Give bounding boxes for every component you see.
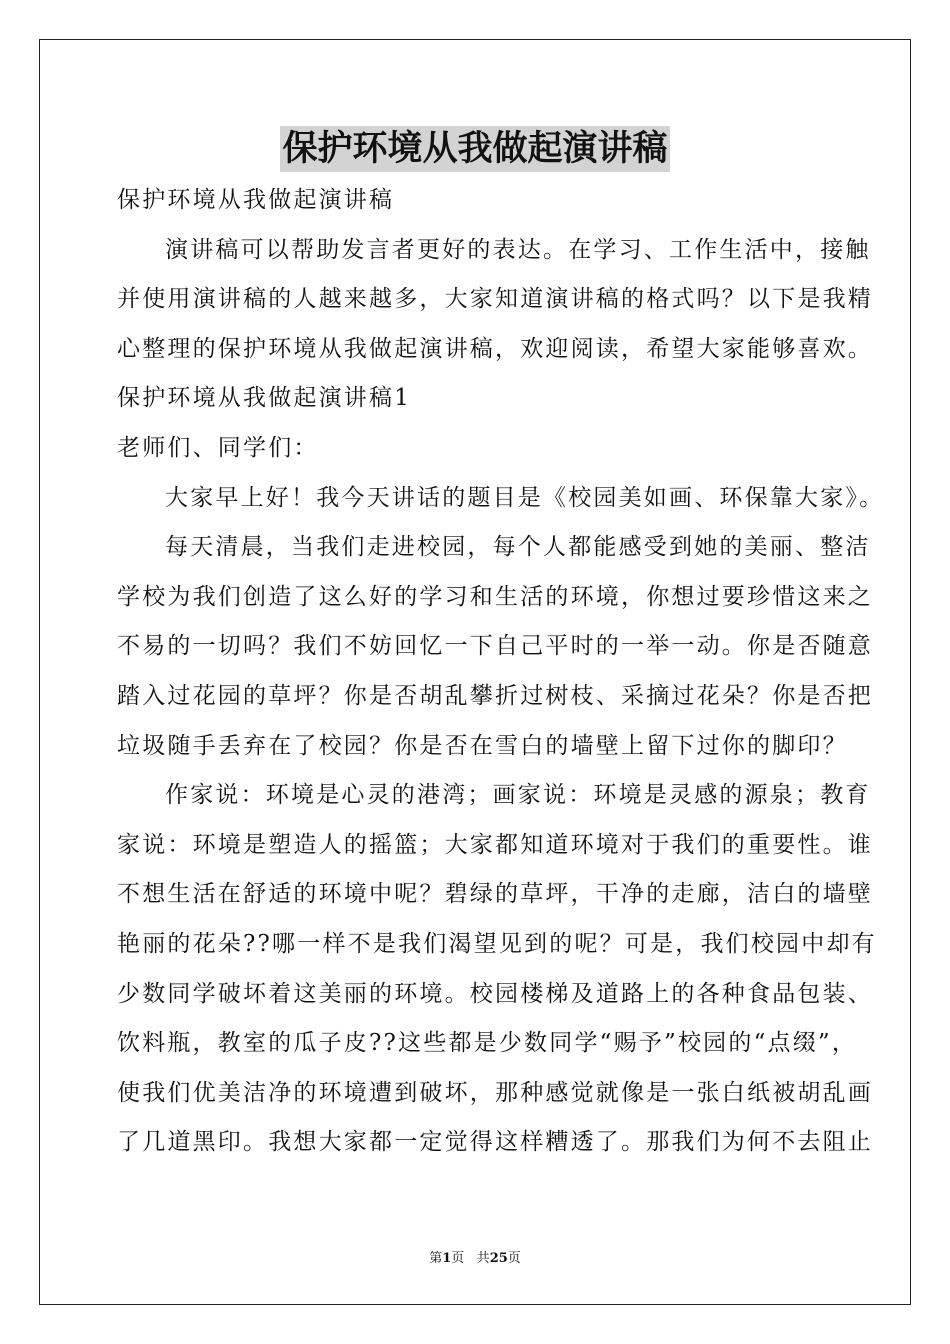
text-line: 饮料瓶，教室的瓜子皮??这些都是少数同学“赐予”校园的“点缀”，: [117, 1030, 858, 1057]
text-line: 保护环境从我做起演讲稿1: [117, 385, 412, 412]
document-body: [117, 178, 885, 1170]
text-line: 使我们优美洁净的环境遭到破坏，那种感觉就像是一张白纸被胡乱画: [117, 1079, 873, 1106]
text-line: 并使用演讲稿的人越来越多，大家知道演讲稿的格式吗？以下是我精: [117, 286, 873, 313]
text-line: 垃圾随手丢弃在了校园？你是否在雪白的墙壁上留下过你的脚印？: [117, 732, 848, 759]
text-line: 演讲稿可以帮助发言者更好的表达。在学习、工作生活中，接触: [165, 236, 871, 263]
text-line: 作家说：环境是心灵的港湾；画家说：环境是灵感的源泉；教育: [165, 782, 871, 809]
text-line: 学校为我们创造了这么好的学习和生活的环境，你想过要珍惜这来之: [117, 583, 873, 610]
document-title: 保护环境从我做起演讲稿: [280, 126, 669, 172]
text-line: 少数同学破坏着这美丽的环境。校园楼梯及道路上的各种食品包装、: [117, 980, 873, 1007]
footer-total-prefix: 共: [476, 1251, 490, 1266]
text-line: 大家早上好！我今天讲话的题目是《校园美如画、环保靠大家》。: [165, 484, 885, 511]
text-line: 了几道黑印。我想大家都一定觉得这样糟透了。那我们为何不去阻止: [117, 1129, 873, 1156]
text-line: 艳丽的花朵??哪一样不是我们渴望见到的呢？可是，我们校园中却有: [117, 930, 877, 957]
footer-page-suffix: 页: [451, 1251, 465, 1266]
footer-total-suffix: 页: [507, 1251, 521, 1266]
footer-total-pages: 25: [489, 1251, 508, 1266]
text-line: 心整理的保护环境从我做起演讲稿，欢迎阅读，希望大家能够喜欢。: [117, 335, 873, 362]
text-line: 不易的一切吗？我们不妨回忆一下自己平时的一举一动。你是否随意: [117, 633, 873, 660]
text-line: 保护环境从我做起演讲稿: [117, 187, 395, 213]
text-line: 不想生活在舒适的环境中呢？碧绿的草坪，干净的走廊，洁白的墙壁: [117, 881, 873, 908]
page-footer: [0, 1247, 950, 1266]
footer-page-prefix: 第: [429, 1251, 443, 1266]
text-line: 踏入过花园的草坪？你是否胡乱攀折过树枝、采摘过花朵？你是否把: [117, 682, 873, 709]
title-area: [0, 126, 950, 172]
footer-page-number: 1: [442, 1251, 452, 1266]
text-line: 家说：环境是塑造人的摇篮；大家都知道环境对于我们的重要性。谁: [117, 831, 873, 858]
text-line: 每天清晨，当我们走进校园，每个人都能感受到她的美丽、整洁: [165, 534, 871, 561]
text-line: 老师们、同学们：: [117, 434, 319, 461]
